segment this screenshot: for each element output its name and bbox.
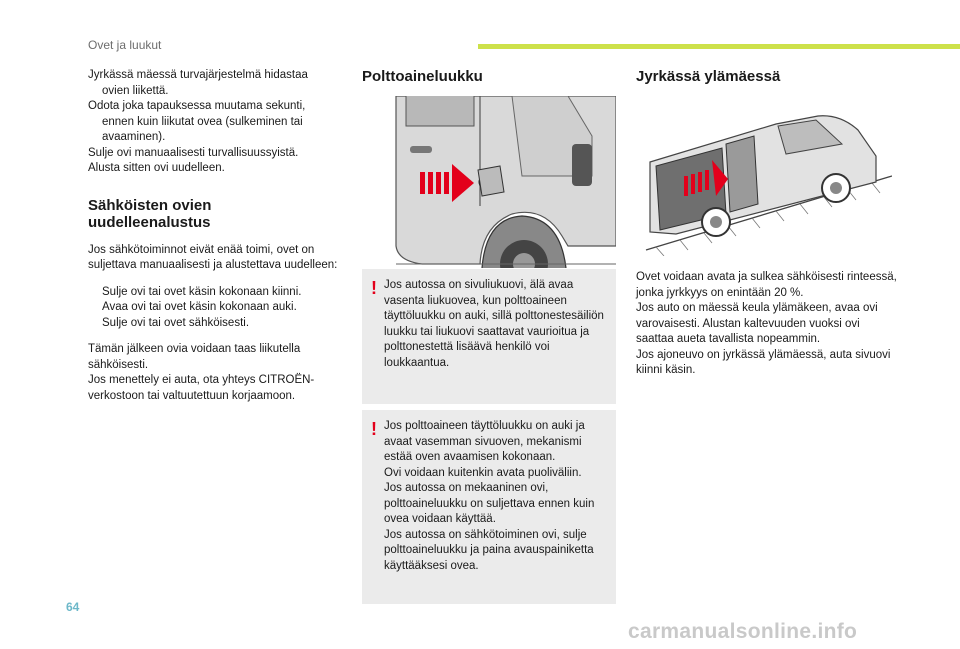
warning-box — [362, 269, 616, 404]
list-item: Sulje ovi tai ovet sähköisesti. — [88, 316, 338, 332]
uphill-text: Jos ajoneuvo on jyrkässä ylämäessä, auta sivuovi kiinni käsin. — [636, 348, 891, 376]
warning-icon: ! — [371, 419, 377, 439]
column-left — [88, 68, 338, 404]
list-item: Sulje ovi tai ovet käsin kokonaan kiinni. — [88, 285, 338, 301]
bullet-icon — [88, 300, 102, 316]
uphill-illustration — [636, 104, 892, 261]
intro-line: Jyrkässä mäessä turvajärjestelmä hidastaa ovien liikettä. — [88, 69, 308, 97]
section-heading-reset: Sähköisten ovien uudelleenalustus — [88, 196, 212, 231]
followup-paragraph: Jos menettely ei auta, ota yhteys CITROËN-verkostoon tai valtuutettuun korjaamoon. — [88, 374, 315, 402]
bullet-icon — [88, 285, 102, 301]
van-fuel-flap-drawing — [362, 96, 616, 268]
warning-text: Ovi voidaan kuitenkin avata puoliväliin. — [384, 466, 582, 479]
section-heading-uphill: Jyrkässä ylämäessä — [636, 68, 781, 85]
intro-line: Alusta sitten ovi uudelleen. — [88, 162, 225, 174]
warning-box — [362, 410, 616, 604]
bullet-icon — [88, 316, 102, 332]
list-item: Avaa ovi tai ovet käsin kokonaan auki. — [88, 300, 338, 316]
reset-steps-list — [88, 285, 338, 332]
uphill-paragraph — [636, 270, 898, 379]
warning-text: Jos polttoaineen täyttöluukku on auki ja avaat vasemman sivuoven, mekanismi estää oven avaamisen kokonaan. — [384, 420, 585, 463]
warning-text: Jos autossa on mekaaninen ovi, polttoaineluukku on suljettava ennen kuin ovea voidaan käyttää. — [384, 482, 595, 525]
reset-intro-paragraph: Jos sähkötoiminnot eivät enää toimi, ovet on suljettava manuaalisesti ja alustettava uudelleen: — [88, 243, 338, 271]
watermark-text: carmanualsonline.info — [628, 620, 858, 643]
uphill-text: Jos auto on mäessä keula ylämäkeen, avaa ovi varovaisesti. Alustan kaltevuuden vuoksi ovi saattaa aueta tavallista nopeammin. — [636, 302, 878, 345]
warning-text: Jos autossa on sivuliukuovi, älä avaa vasenta liukuovea, kun polttoaineen täyttöluukku on auki, sillä polttonestesäiliön luukku tai liukuovi saattavat vaurioitua ja polttonestettä lisäävä henkilö voi loukkaantua. — [384, 279, 604, 369]
page-number: 64 — [66, 600, 80, 614]
section-heading-fuel-flap: Polttoaineluukku — [362, 68, 483, 85]
van-on-slope-drawing — [636, 104, 892, 256]
uphill-text: Ovet voidaan avata ja sulkea sähköisesti rinteessä, jonka jyrkkyys on enintään 20 %. — [636, 271, 897, 299]
warning-icon: ! — [371, 278, 377, 298]
intro-line: Odota joka tapauksessa muutama sekunti, ennen kuin liikutat ovea (sulkeminen tai avaaminen). — [88, 100, 306, 143]
intro-line: Sulje ovi manuaalisesti turvallisuussyistä. — [88, 146, 299, 159]
fuel-flap-illustration — [362, 96, 616, 273]
followup-paragraph: Tämän jälkeen ovia voidaan taas liikutella sähköisesti. — [88, 343, 301, 371]
warning-text: Jos autossa on sähkötoiminen ovi, sulje polttoaineluukku ja paina avauspainiketta käyttääksesi ovea. — [384, 528, 594, 572]
header-accent-bar — [478, 44, 960, 49]
section-title: Ovet ja luukut — [88, 38, 162, 52]
